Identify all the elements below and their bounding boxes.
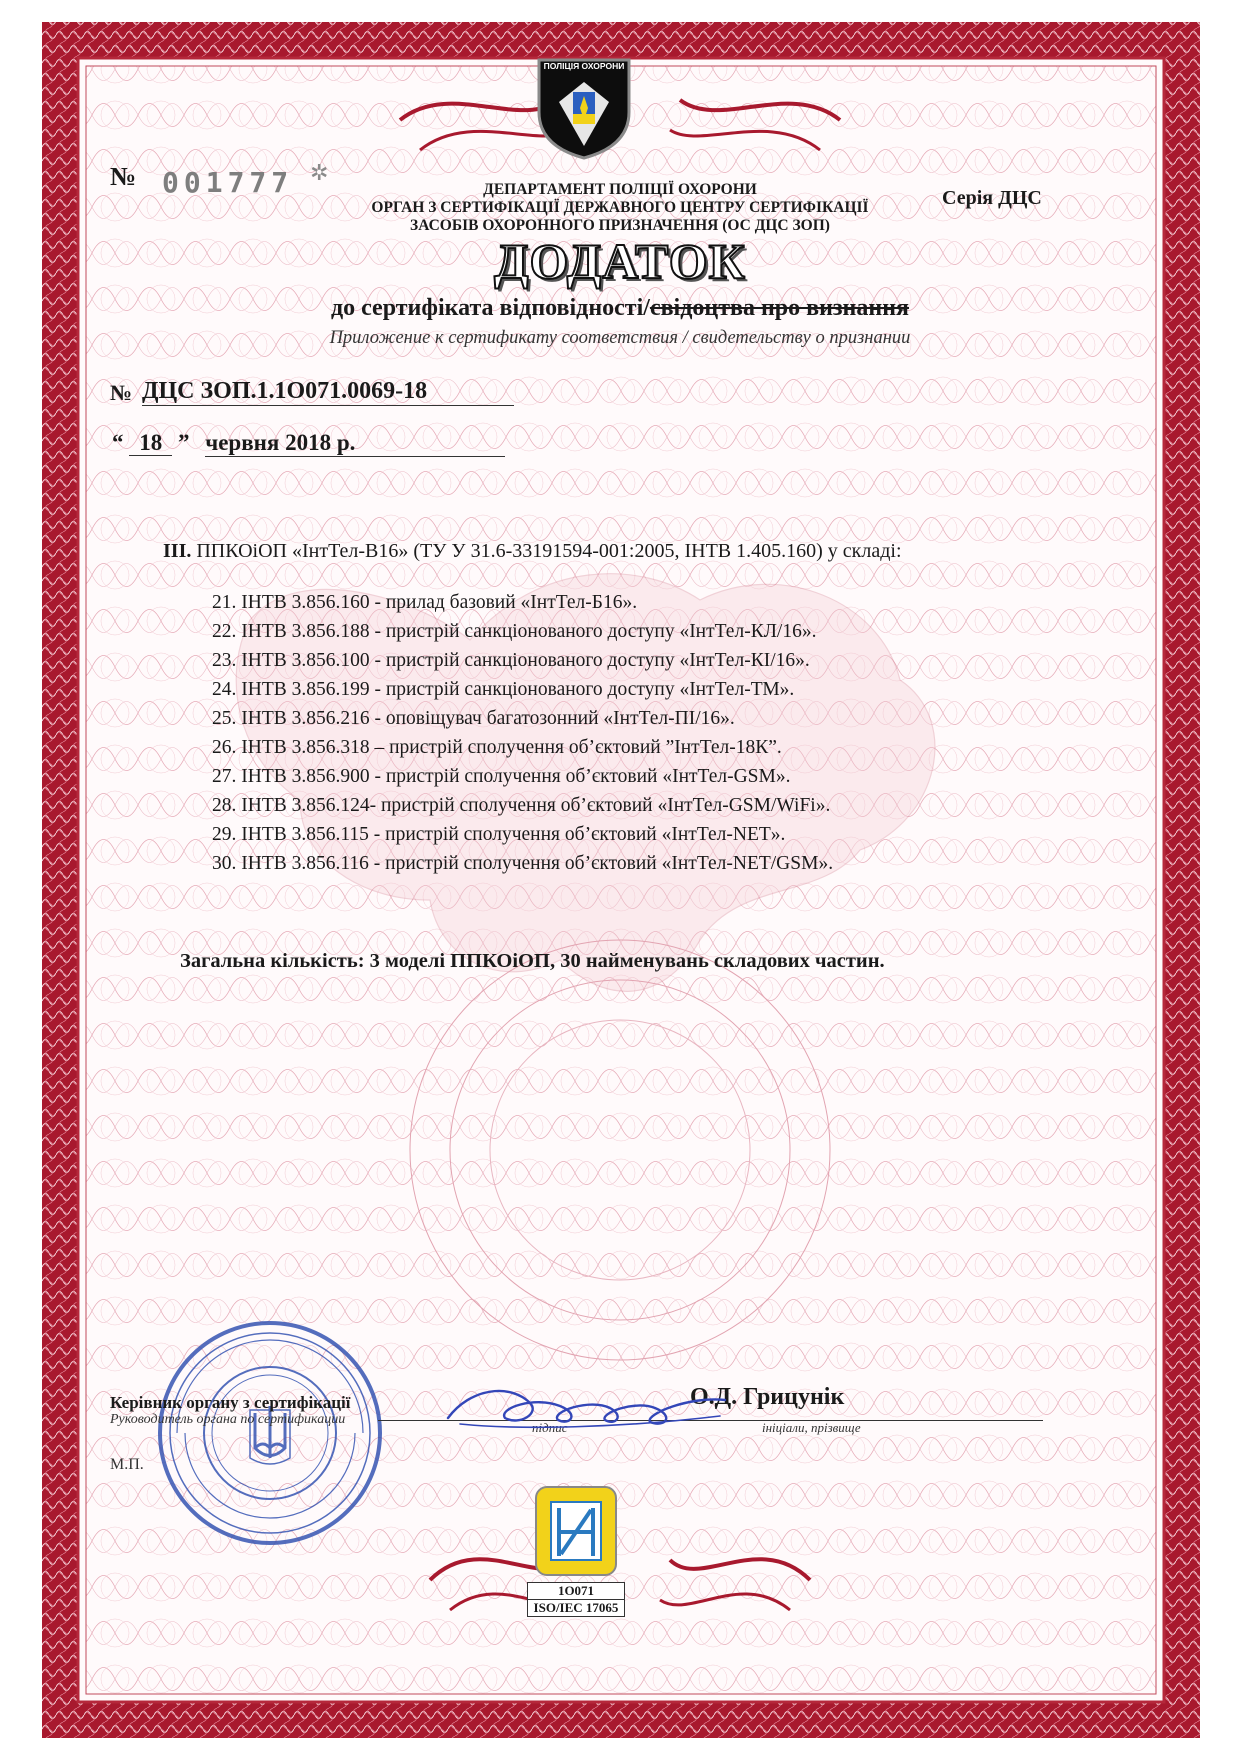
certificate-number: ДЦС ЗОП.1.1О071.0069-18 xyxy=(142,378,514,406)
organ-line-2: ЗАСОБІВ ОХОРОННОГО ПРИЗНАЧЕННЯ (ОС ДЦС ЗОП) xyxy=(410,217,830,234)
section-roman: ІІІ. xyxy=(163,540,192,562)
serial-number: 001777 xyxy=(162,166,294,199)
list-item: 30. ІНТВ 3.856.116 - пристрій сполучення об’єктовий «ІнтТел-NET/GSM». xyxy=(212,853,834,874)
name-field-label: ініціали, прізвище xyxy=(762,1420,861,1435)
list-item: 21. ІНТВ 3.856.160 - прилад базовий «ІнтТел-Б16». xyxy=(212,592,638,613)
date-line xyxy=(112,430,505,457)
official-seal xyxy=(155,1318,385,1548)
list-item: 22. ІНТВ 3.856.188 - пристрій санкціонованого доступу «ІнтТел-КЛ/16». xyxy=(212,621,817,642)
section-text: ППКОіОП «ІнтТел-В16» (ТУ У 31.6-33191594-001:2005, ІНТВ 1.405.160) у складі: xyxy=(196,540,902,562)
asterisk-icon: ✲ xyxy=(310,160,329,185)
serial-symbol: № xyxy=(110,162,137,191)
date-day: 18 xyxy=(129,430,172,456)
accreditation-mark-icon xyxy=(537,1488,615,1574)
subtitle-russian: Приложение к сертификату соответствия / свидетельству о признании xyxy=(329,328,911,348)
list-item: 26. ІНТВ 3.856.318 – пристрій сполучення об’єктовий ”ІнтТел-18К”. xyxy=(212,737,782,758)
date-open-quote: “ xyxy=(112,430,124,455)
subtitle-main: до сертифіката відповідності/ xyxy=(330,295,650,321)
total-summary: Загальна кількість: 3 моделі ППКОіОП, 30 найменувань складових частин. xyxy=(180,950,885,972)
police-emblem xyxy=(535,42,633,160)
handwritten-signature xyxy=(440,1378,740,1438)
shield-icon xyxy=(535,42,633,160)
series-label: Серія ДЦС xyxy=(942,187,1042,209)
accreditation-logo xyxy=(535,1486,617,1576)
subtitle-struck: свідоцтва про визнання xyxy=(649,295,910,321)
subtitle xyxy=(160,295,1080,322)
stamp-place-label: М.П. xyxy=(110,1456,144,1473)
accreditation-box xyxy=(527,1582,625,1617)
signature-field-label: підпис xyxy=(532,1420,568,1435)
date-year: 2018 р. xyxy=(285,430,356,455)
certificate-number-label: № xyxy=(110,380,133,405)
list-item: 29. ІНТВ 3.856.115 - пристрій сполучення об’єктовий «ІнтТел-NET». xyxy=(212,824,786,845)
list-item: 24. ІНТВ 3.856.199 - пристрій санкціонованого доступу «ІнтТел-ТМ». xyxy=(212,679,795,700)
signer-name: О.Д. Грицунік xyxy=(690,1384,845,1410)
signer-role: Керівник органу з сертифікації xyxy=(110,1393,351,1412)
signer-role-russian: Руководитель органа по сертификации xyxy=(110,1412,346,1427)
organ-line-1: ОРГАН З СЕРТИФІКАЦІЇ ДЕРЖАВНОГО ЦЕНТРУ СЕРТИФІКАЦІЇ xyxy=(371,199,869,216)
list-item: 27. ІНТВ 3.856.900 - пристрій сполучення об’єктовий «ІнтТел-GSM». xyxy=(212,766,791,787)
list-item: 23. ІНТВ 3.856.100 - пристрій санкціонованого доступу «ІнтТел-КІ/16». xyxy=(212,650,810,671)
date-close-quote: ” xyxy=(178,430,190,455)
section-heading xyxy=(163,540,902,563)
accreditation-standard: ISO/IEC 17065 xyxy=(528,1599,624,1616)
emblem-label: ПОЛІЦІЯ ОХОРОНИ xyxy=(543,61,625,71)
page-title: ДОДАТОК xyxy=(494,233,746,289)
list-item: 28. ІНТВ 3.856.124- пристрій сполучення об’єктовий «ІнтТел-GSM/WiFi». xyxy=(212,795,831,816)
accreditation-code: 1О071 xyxy=(557,1583,595,1598)
list-item: 25. ІНТВ 3.856.216 - оповіщувач багатозонний «ІнтТел-ПІ/16». xyxy=(212,708,735,729)
department-line: ДЕПАРТАМЕНТ ПОЛІЦІЇ ОХОРОНИ xyxy=(483,181,757,198)
date-month: червня xyxy=(205,430,280,455)
